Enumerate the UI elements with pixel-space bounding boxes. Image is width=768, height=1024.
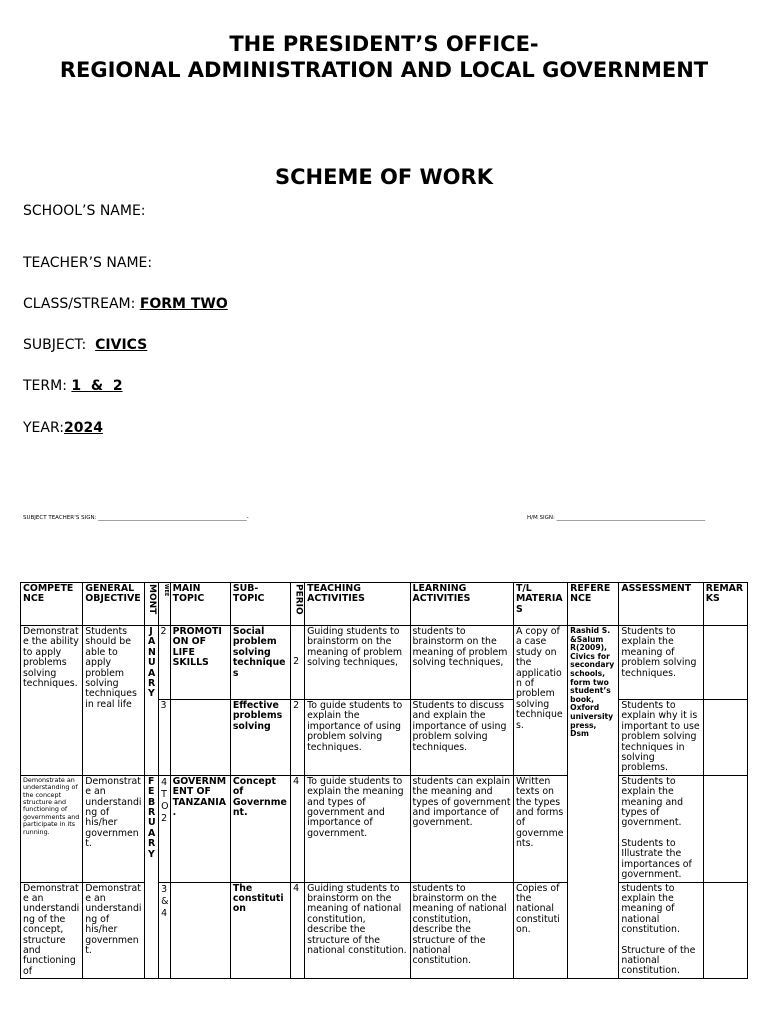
teacher-name-label: TEACHER’S NAME: xyxy=(23,255,153,271)
year-label: YEAR: xyxy=(23,420,64,436)
subject-label: SUBJECT: xyxy=(23,337,87,353)
assessment-b: Students to Illustrate the importances of government. xyxy=(621,837,692,881)
cell-materials: Written texts on the types and forms of governments. xyxy=(513,775,567,882)
header-week: WEE xyxy=(158,583,170,626)
cell-remarks xyxy=(703,626,747,700)
cell-main-topic: PROMOTION OF LIFE SKILLS xyxy=(170,626,230,700)
cell-competence: Demonstrate the ability to apply problems solving techniques. xyxy=(21,626,83,776)
term-value: 1 & 2 xyxy=(71,378,123,394)
header-main-topic: MAIN TOPIC xyxy=(170,583,230,626)
header-teaching-activities: TEACHING ACTIVITIES xyxy=(305,583,410,626)
class-stream-field xyxy=(23,296,228,312)
teacher-name-field xyxy=(23,255,152,271)
month-text: JANUARY xyxy=(148,626,156,700)
cell-teaching: Guiding students to brainstorm on the meaning of national constitution, describe the structure of the national constitution. xyxy=(305,882,410,979)
assessment-a: Students to explain the meaning and types of government. xyxy=(621,775,684,829)
header-materials: T/L MATERIAS xyxy=(513,583,567,626)
assessment-b: Structure of the national constitution. xyxy=(621,944,696,977)
cell-learning: students can explain the meaning and types of government and importance of government. xyxy=(410,775,513,882)
cell-sub-topic: Concept of Government. xyxy=(230,775,290,882)
document-title: SCHEME OF WORK xyxy=(275,165,493,189)
cell-week: 2 xyxy=(158,626,170,700)
term-field xyxy=(23,378,123,394)
cell-sub-topic: Social problem solving techniques xyxy=(230,626,290,700)
cell-teaching: To guide students to explain the meaning and types of government and importance of government. xyxy=(305,775,410,882)
cell-assessment xyxy=(619,882,703,979)
header-learning-activities: LEARNING ACTIVITIES xyxy=(410,583,513,626)
cell-materials: A copy of a case study on the application of problem solving techniques. xyxy=(513,626,567,776)
assessment-a: students to explain the meaning of national constitution. xyxy=(621,882,680,936)
cell-assessment: Students to explain why it is important to use problem solving techniques in solving problems. xyxy=(619,700,703,776)
cell-main-topic: GOVERNMENT OF TANZANIA . xyxy=(170,775,230,882)
header-reference: REFERENCE xyxy=(568,583,619,626)
office-title: THE PRESIDENT’S OFFICE- xyxy=(229,32,539,56)
cell-competence: Demonstrate an understanding of the concept, structure and functioning of xyxy=(21,882,83,979)
cell-month xyxy=(144,626,158,776)
cell-period: 4 xyxy=(291,775,305,882)
header-competence: COMPETE NCE xyxy=(21,583,83,626)
header-remarks: REMARKS xyxy=(703,583,747,626)
cell-competence: Demonstrate an understanding of the concept structure and functioning of governments and participate in its running. xyxy=(21,775,83,882)
table-row xyxy=(21,775,748,882)
cell-week xyxy=(158,882,170,979)
cell-teaching: To guide students to explain the importance of using problem solving techniques. xyxy=(305,700,410,776)
class-stream-label: CLASS/STREAM: xyxy=(23,296,136,312)
cell-assessment xyxy=(619,775,703,882)
cell-objective: Demonstrate an understanding of his/her government. xyxy=(83,775,144,882)
header-period: PERIO xyxy=(291,583,305,626)
table-row xyxy=(21,882,748,979)
cell-period: 4 xyxy=(291,882,305,979)
cell-month xyxy=(144,775,158,978)
teacher-signature-line: SUBJECT TEACHER’S SIGN: ______________________________________________________- xyxy=(23,515,249,521)
month-text: FEBRUARY xyxy=(148,775,156,860)
cell-main-topic xyxy=(170,700,230,776)
cell-learning: students to brainstorm on the meaning of national constitution, describe the structure of the national constitution. xyxy=(410,882,513,979)
cell-objective: Students should be able to apply problem solving techniques in real life xyxy=(83,626,144,776)
cell-sub-topic: Effective problems solving xyxy=(230,700,290,776)
subject-field xyxy=(23,337,147,353)
cell-assessment: Students to explain the meaning of problem solving techniques. xyxy=(619,626,703,700)
cell-period: 2 xyxy=(291,700,305,776)
week-text: 4 TO 2 xyxy=(161,776,169,824)
class-stream-value: FORM TWO xyxy=(139,296,228,312)
cell-materials: Copies of the national constitution. xyxy=(513,882,567,979)
school-name-label: SCHOOL’S NAME: xyxy=(23,203,146,219)
cell-objective: Demonstrate an understanding of his/her government. xyxy=(83,882,144,979)
cell-teaching: Guiding students to brainstorm on the meaning of problem solving techniques, xyxy=(305,626,410,700)
table-header-row xyxy=(21,583,748,626)
cell-reference: Rashid S. &Salum R(2009), Civics for secondary schools, form two student’s book, Oxford university press, Dsm xyxy=(568,626,619,979)
week-text: 3 & 4 xyxy=(161,883,169,919)
year-field xyxy=(23,420,103,436)
header-month: MONT xyxy=(144,583,158,626)
header-sub-topic: SUB-TOPIC xyxy=(230,583,290,626)
cell-remarks xyxy=(703,700,747,776)
hm-signature-line: H/M SIGN: ______________________________________________________ xyxy=(527,515,706,521)
cell-period: 2 xyxy=(291,626,305,700)
cell-week: 3 xyxy=(158,700,170,776)
cell-sub-topic: The constitution xyxy=(230,882,290,979)
term-label: TERM: xyxy=(23,378,67,394)
header-objective: GENERAL OBJECTIVE xyxy=(83,583,144,626)
cell-learning: students to brainstorm on the meaning of problem solving techniques, xyxy=(410,626,513,700)
cell-remarks xyxy=(703,775,747,882)
year-value: 2024 xyxy=(64,420,103,436)
cell-remarks xyxy=(703,882,747,979)
cell-learning: Students to discuss and explain the importance of using problem solving techniques. xyxy=(410,700,513,776)
header-assessment: ASSESSMENT xyxy=(619,583,703,626)
cell-main-topic xyxy=(170,882,230,979)
table-row xyxy=(21,626,748,700)
cell-week xyxy=(158,775,170,882)
subject-value: CIVICS xyxy=(95,337,148,353)
scheme-table xyxy=(20,582,748,979)
school-name-field xyxy=(23,203,146,219)
office-subtitle: REGIONAL ADMINISTRATION AND LOCAL GOVERNMENT xyxy=(59,58,709,82)
